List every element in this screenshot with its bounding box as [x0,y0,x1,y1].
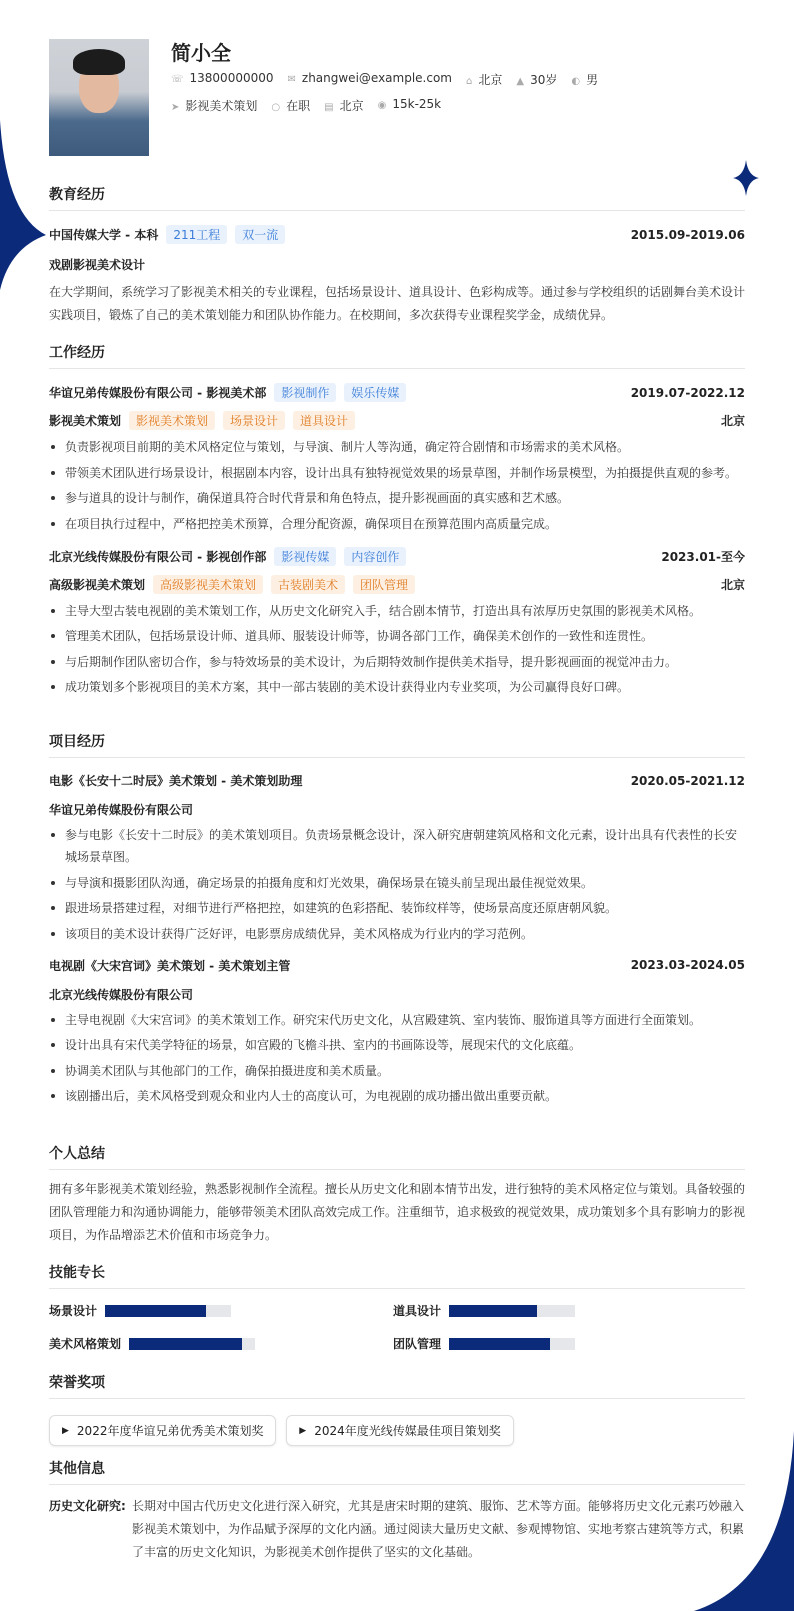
bullet: 负责影视项目前期的美术风格定位与策划，与导演、制片人等沟通，确定符合剧情和市场需求的美术风格。 [49,436,745,458]
triangle-right-icon: ▶ [299,1425,307,1436]
age: 30岁 [530,73,558,87]
company: 华谊兄弟传媒股份有限公司 [49,803,194,817]
skill-item [49,1335,255,1352]
section-title: 荣誉奖项 [49,1372,745,1399]
skill-bar [449,1305,575,1317]
skill-bar-fill [105,1305,206,1317]
gender: 男 [586,73,599,87]
summary-section [49,1143,745,1247]
phone: 13800000000 [189,71,274,85]
date: 2015.09-2019.06 [630,227,745,242]
job-intent-line [171,97,441,114]
tag: 影视制作 [274,383,336,402]
section-title: 其他信息 [49,1458,745,1485]
age-icon: ▲ [516,76,525,87]
skill-bar-fill [449,1305,537,1317]
skill-name: 美术风格策划 [49,1337,122,1351]
other-text: 长期对中国古代历史文化进行深入研究，尤其是唐宋时期的建筑、服饰、艺术等方面。能够将历史文化元素巧妙融入影视美术策划中，为作品赋予深厚的文化内涵。通过阅读大量历史文献、参观博物馆、实地考察古建筑等方式，积累了丰富的历史文化知识，为影视美术创作提供了坚实的文化基础。 [132,1499,745,1559]
date: 2020.05-2021.12 [630,773,745,788]
major: 戏剧影视美术设计 [49,258,146,272]
section-title: 工作经历 [49,342,745,369]
bullet: 参与道具的设计与制作，确保道具符合时代背景和角色特点，提升影视画面的真实感和艺术感。 [49,487,745,509]
email: zhangwei@example.com [301,71,452,85]
bullet: 与后期制作团队密切合作，参与特效场景的美术设计，为后期特效制作提供美术指导，提升影视画面的视觉冲击力。 [49,651,745,673]
tag: 双一流 [235,225,285,244]
school: 中国传媒大学 - 本科 [49,228,159,242]
section-title: 教育经历 [49,184,745,211]
send-icon: ➤ [171,102,180,113]
status-icon: ○ [271,102,281,113]
project-entry [49,772,745,945]
city: 北京 [720,414,745,428]
triangle-right-icon: ▶ [62,1425,69,1436]
skill-bar [129,1338,255,1350]
tag: 高级影视美术策划 [153,575,263,594]
decorative-shape [0,120,50,290]
city: 北京 [720,577,745,592]
date: 2019.07-2022.12 [630,385,745,400]
work-section [49,342,745,702]
tag: 211工程 [166,225,227,244]
work-entry [49,547,745,699]
skill-name: 团队管理 [393,1337,442,1351]
tag: 团队管理 [353,575,415,594]
tag: 场景设计 [223,411,285,430]
company: 华谊兄弟传媒股份有限公司 - 影视美术部 [49,386,267,400]
section-title: 技能专长 [49,1262,745,1289]
location: 北京 [478,73,503,87]
skill-item [49,1302,231,1319]
home-icon: ⌂ [466,76,473,87]
summary-text: 拥有多年影视美术策划经验，熟悉影视制作全流程。擅长从历史文化和剧本情节出发，进行独特的美术风格定位与策划。具备较强的团队管理能力和沟通协调能力，能够带领美术团队高效完成工作。注重细节，追求极致的视觉效果，成功策划多个具有影响力的影视项目，为作品增添艺术价值和市场竞争力。 [49,1182,746,1242]
skills-section [49,1262,745,1362]
award-item[interactable] [286,1415,513,1446]
bullet: 在项目执行过程中，严格把控美术预算，合理分配资源，确保项目在预算范围内高质量完成。 [49,513,745,535]
description: 在大学期间，系统学习了影视美术相关的专业课程，包括场景设计、道具设计、色彩构成等。通过参与学校组织的话剧舞台美术设计实践项目，锻炼了自己的美术策划能力和团队协作能力。在校期间，多次获得专业课程奖学金，成绩优异。 [49,285,746,322]
bullet: 该剧播出后，美术风格受到观众和业内人士的高度认可，为电视剧的成功播出做出重要贡献。 [49,1085,745,1107]
bullet: 主导电视剧《大宋宫词》的美术策划工作。研究宋代历史文化，从宫殿建筑、室内装饰、服饰道具等方面进行全面策划。 [49,1009,745,1031]
tag: 影视传媒 [274,547,336,566]
bullet: 参与电影《长安十二时辰》的美术策划项目。负责场景概念设计，深入研究唐朝建筑风格和文化元素，设计出具有代表性的长安城场景草图。 [49,824,745,868]
city: 北京 [339,99,364,113]
bullet: 管理美术团队，包括场景设计师、道具师、服装设计师等，协调各部门工作，确保美术创作的一致性和连贯性。 [49,625,745,647]
tag: 娱乐传媒 [344,383,406,402]
avatar [49,39,149,156]
awards-section [49,1372,745,1446]
profile-header [49,39,745,156]
position: 影视美术策划 [185,99,258,113]
skill-bar-fill [449,1338,550,1350]
project-name: 电影《长安十二时辰》美术策划 - 美术策划助理 [49,774,303,788]
tag: 道具设计 [293,411,355,430]
phone-icon: ☏ [171,74,184,85]
role: 影视美术策划 [49,414,122,428]
section-title: 项目经历 [49,731,745,758]
skill-name: 场景设计 [49,1304,98,1318]
bullet: 跟进场景搭建过程，对细节进行严格把控，如建筑的色彩搭配、装饰纹样等，使场景高度还原唐朝风貌。 [49,897,745,919]
candidate-name: 简小全 [171,41,231,65]
skill-bar-fill [129,1338,242,1350]
award-label: 2024年度光线传媒最佳项目策划奖 [314,1424,501,1438]
gender-icon: ◐ [571,76,581,87]
award-item[interactable] [49,1415,276,1446]
status: 在职 [286,99,311,113]
bullet: 该项目的美术设计获得广泛好评，电影票房成绩优异，美术风格成为行业内的学习范例。 [49,923,745,945]
tag: 影视美术策划 [129,411,215,430]
other-section [49,1458,745,1564]
role: 高级影视美术策划 [49,577,146,592]
bullet: 主导大型古装电视剧的美术策划工作，从历史文化研究入手，结合剧本情节，打造出具有浓厚历史氛围的影视美术风格。 [49,600,745,622]
mail-icon: ✉ [287,74,296,85]
education-section [49,184,745,327]
skill-item [393,1335,575,1352]
tag: 内容创作 [344,547,406,566]
bullet: 设计出具有宋代美学特征的场景，如宫殿的飞檐斗拱、室内的书画陈设等，展现宋代的文化底蕴。 [49,1034,745,1056]
award-label: 2022年度华谊兄弟优秀美术策划奖 [76,1424,264,1438]
section-title: 个人总结 [49,1143,745,1170]
project-entry [49,957,745,1108]
skill-bar [449,1338,575,1350]
skill-item [393,1302,575,1319]
tag: 古装剧美术 [271,575,345,594]
skill-name: 道具设计 [393,1304,442,1318]
work-entry [49,383,745,535]
date: 2023.03-2024.05 [630,958,745,972]
company: 北京光线传媒股份有限公司 [49,987,194,1002]
contact-line [171,71,598,88]
project-section [49,731,745,1111]
skill-bar [105,1305,231,1317]
building-icon: ▤ [324,102,334,113]
bullet: 与导演和摄影团队沟通，确定场景的拍摄角度和灯光效果，确保场景在镜头前呈现出最佳视觉效果。 [49,872,745,894]
company: 北京光线传媒股份有限公司 - 影视创作部 [49,549,267,564]
project-name: 电视剧《大宋宫词》美术策划 - 美术策划主管 [49,958,291,973]
salary: 15k-25k [392,97,442,111]
other-label: 历史文化研究: [49,1499,126,1513]
bullet: 成功策划多个影视项目的美术方案，其中一部古装剧的美术设计获得业内专业奖项，为公司赢得良好口碑。 [49,676,745,698]
date: 2023.01-至今 [661,549,745,564]
salary-icon: ◉ [377,100,387,111]
bullet: 协调美术团队与其他部门的工作，确保拍摄进度和美术质量。 [49,1060,745,1082]
bullet: 带领美术团队进行场景设计，根据剧本内容，设计出具有独特视觉效果的场景草图，并制作场景模型，为拍摄提供直观的参考。 [49,462,745,484]
